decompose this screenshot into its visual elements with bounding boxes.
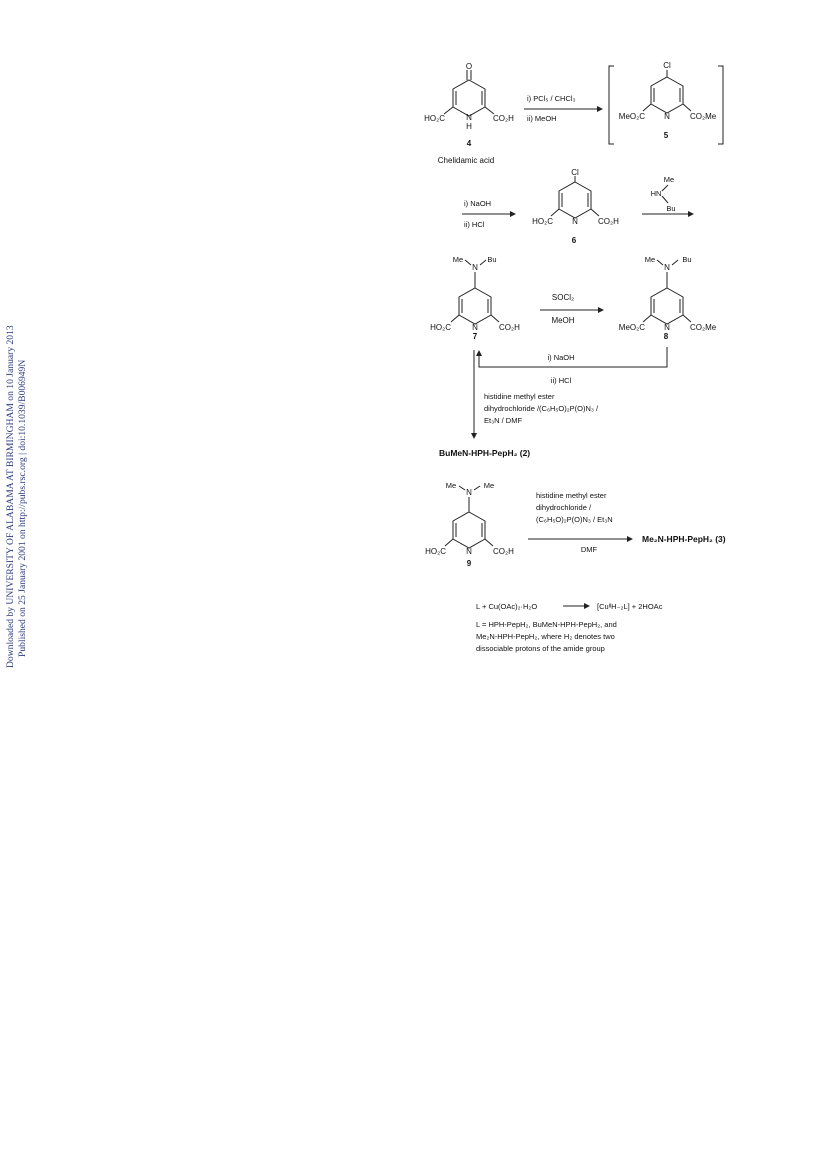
reaction-4 [476, 347, 667, 385]
amine-methyl: Me [663, 175, 675, 184]
reaction-3 [540, 293, 604, 325]
right-substituent: CO₂H [493, 547, 514, 556]
chlorine-label: Cl [571, 168, 579, 177]
reaction-2 [462, 199, 516, 229]
methyl-label-1: Me [445, 481, 457, 490]
amine-nitrogen-label: N [472, 263, 478, 272]
amine-nh: HN [650, 189, 662, 198]
product-2: BuMeN-HPH-PepH₂ (2) [439, 448, 531, 458]
reaction-1 [524, 94, 603, 123]
reagent-step-1: i) PCl₅ / CHCl₃ [527, 94, 576, 103]
left-substituent: MeO₂C [618, 112, 645, 121]
reagent-line-2: dihydrochloride / [536, 503, 592, 512]
methyl-label: Me [452, 255, 464, 264]
reagent-step-2: ii) HCl [464, 220, 485, 229]
compound-4 [424, 62, 514, 165]
arrowhead [688, 211, 694, 217]
reaction-5 [471, 350, 599, 439]
butyl-label: Bu [682, 255, 692, 264]
nitrogen-label: N [472, 323, 478, 332]
compound-5 [609, 61, 723, 144]
nitrogen-label: N [664, 112, 670, 121]
compound-number: 9 [466, 559, 472, 568]
compound-number: 7 [472, 332, 478, 341]
amine-nitrogen-label: N [466, 488, 472, 497]
reagent-top: SOCl₂ [551, 293, 575, 302]
nitrogen-label: N [466, 547, 472, 556]
reagent-below: DMF [580, 545, 598, 554]
reagent-line-3: Et₃N / DMF [484, 416, 523, 425]
left-substituent: MeO₂C [618, 323, 645, 332]
reagent-line-3: (C₆H₅O)₂P(O)N₃ / Et₃N [536, 515, 613, 524]
publication-notice[interactable]: Published on 25 January 2001 on http://pubs.rsc.org | doi:10.1039/B006949N [17, 359, 28, 657]
reagent-step-1: i) NaOH [547, 353, 575, 362]
left-substituent: HO₂C [430, 323, 451, 332]
download-sidebar [0, 0, 40, 700]
right-substituent: CO₂H [499, 323, 520, 332]
reaction-6 [528, 491, 633, 554]
ligand-definition-line-3: dissociable protons of the amide group [476, 644, 605, 653]
left-substituent: HO₂C [532, 217, 553, 226]
equation-right: [CuᴵᴵH₋₂L] + 2HOAc [597, 602, 663, 611]
reagent-line-1: histidine methyl ester [536, 491, 607, 500]
compound-number: 5 [663, 131, 669, 140]
nitrogen-label: N [572, 217, 578, 226]
compound-8 [619, 255, 717, 341]
arrowhead [471, 433, 477, 439]
compound-7 [430, 255, 520, 341]
reagent-line-1: histidine methyl ester [484, 392, 555, 401]
amine-nitrogen-label: N [664, 263, 670, 272]
reagent-step-1: i) NaOH [464, 199, 492, 208]
ligand-definition-line-1: L = HPH-PepH₂, BuMeN-HPH-PepH₂, and [476, 620, 617, 629]
right-substituent: CO₂Me [690, 323, 717, 332]
right-substituent: CO₂H [598, 217, 619, 226]
compound-number: 6 [571, 236, 577, 245]
arrowhead [598, 307, 604, 313]
nitrogen-label: N [466, 113, 472, 122]
hydrogen-label: H [466, 122, 472, 131]
compound-9 [425, 481, 514, 568]
reagent-step-2: ii) MeOH [527, 114, 557, 123]
ligand-definition-line-2: Me₂N-HPH-PepH₂, where H₂ denotes two [476, 632, 615, 641]
compound-name: Chelidamic acid [437, 156, 495, 165]
left-substituent: HO₂C [425, 547, 446, 556]
arrowhead [584, 603, 590, 609]
compound-number: 8 [663, 332, 669, 341]
complexation-equation [476, 602, 663, 653]
reagent-step-2: ii) HCl [550, 376, 572, 385]
nitrogen-label: N [664, 323, 670, 332]
amine-butyl: Bu [666, 204, 676, 213]
reagent-bottom: MeOH [551, 316, 575, 325]
arrowhead [597, 106, 603, 112]
methyl-label-2: Me [483, 481, 495, 490]
right-substituent: CO₂Me [690, 112, 717, 121]
methyl-label: Me [644, 255, 656, 264]
product-3: Me₂N-HPH-PepH₂ (3) [642, 534, 726, 544]
left-substituent: HO₂C [424, 114, 445, 123]
arrowhead [627, 536, 633, 542]
reagent-line-2: dihydrochloride /(C₆H₅O)₂P(O)N₃ / [484, 404, 599, 413]
arrowhead [476, 350, 482, 356]
arrowhead [510, 211, 516, 217]
amine-reagent [642, 175, 694, 217]
butyl-label: Bu [487, 255, 497, 264]
compound-6 [532, 168, 619, 245]
download-notice[interactable]: Downloaded by UNIVERSITY OF ALABAMA AT BIRMINGHAM on 10 January 2013 [5, 325, 16, 668]
equation-left: L + Cu(OAc)₂·H₂O [476, 602, 538, 611]
chlorine-label: Cl [663, 61, 671, 70]
oxygen-label: O [465, 62, 473, 71]
compound-number: 4 [466, 139, 472, 148]
right-substituent: CO₂H [493, 114, 514, 123]
